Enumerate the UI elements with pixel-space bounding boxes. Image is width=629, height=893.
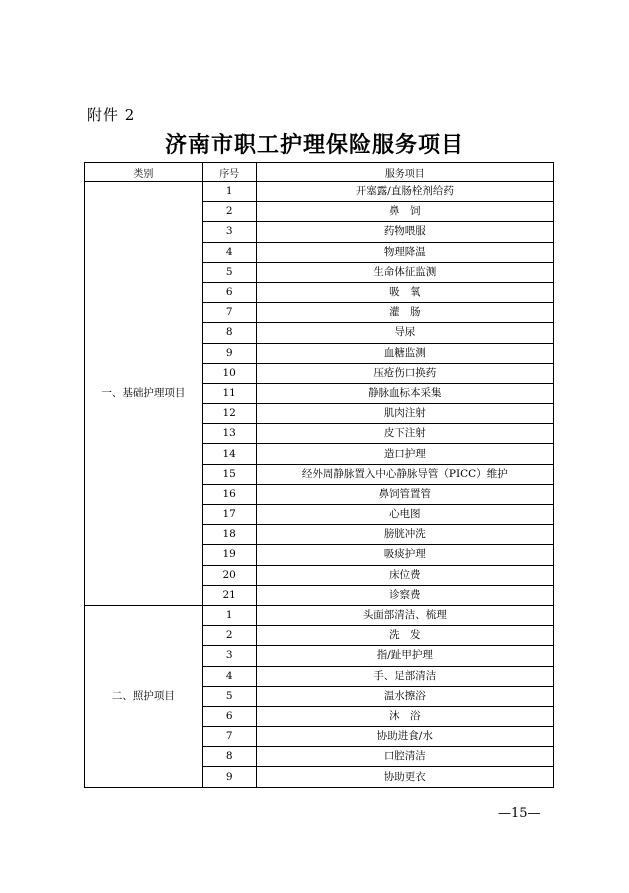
service-item-cell: 导尿 [256, 323, 553, 343]
number-cell: 4 [202, 666, 256, 686]
service-item-cell: 药物喂服 [256, 222, 553, 242]
service-item-cell: 床位费 [256, 565, 553, 585]
number-cell: 13 [202, 424, 256, 444]
service-item-cell: 温水擦浴 [256, 686, 553, 706]
number-cell: 8 [202, 323, 256, 343]
service-item-cell: 生命体征监测 [256, 262, 553, 282]
service-item-cell: 膀胱冲洗 [256, 525, 553, 545]
number-cell: 2 [202, 202, 256, 222]
service-item-cell: 吸痰护理 [256, 545, 553, 565]
number-cell: 18 [202, 525, 256, 545]
category-cell: 二、照护项目 [85, 605, 203, 787]
number-cell: 6 [202, 282, 256, 302]
category-cell: 一、基础护理项目 [85, 182, 203, 606]
table-row [85, 182, 554, 202]
number-cell: 12 [202, 404, 256, 424]
header-number: 序号 [202, 163, 256, 182]
number-cell: 6 [202, 706, 256, 726]
header-service-item: 服务项目 [256, 163, 553, 182]
number-cell: 1 [202, 605, 256, 625]
number-cell: 3 [202, 646, 256, 666]
number-cell: 3 [202, 222, 256, 242]
service-item-cell: 诊察费 [256, 585, 553, 605]
service-item-cell: 肌肉注射 [256, 404, 553, 424]
service-item-cell: 灌 肠 [256, 303, 553, 323]
attachment-label: 附件 2 [87, 106, 136, 124]
number-cell: 1 [202, 182, 256, 202]
service-item-cell: 鼻 饲 [256, 202, 553, 222]
service-item-cell: 吸 氧 [256, 282, 553, 302]
service-item-cell: 手、足部清洁 [256, 666, 553, 686]
number-cell: 21 [202, 585, 256, 605]
service-item-cell: 开塞露/直肠栓剂给药 [256, 182, 553, 202]
service-item-cell: 经外周静脉置入中心静脉导管（PICC）维护 [256, 464, 553, 484]
table-header-row [85, 163, 554, 182]
service-item-cell: 血糖监测 [256, 343, 553, 363]
number-cell: 5 [202, 686, 256, 706]
number-cell: 8 [202, 747, 256, 767]
service-item-cell: 心电图 [256, 505, 553, 525]
number-cell: 7 [202, 727, 256, 747]
number-cell: 5 [202, 262, 256, 282]
service-item-cell: 沐 浴 [256, 706, 553, 726]
table-body [85, 182, 554, 788]
service-item-cell: 协助更衣 [256, 767, 553, 787]
number-cell: 9 [202, 767, 256, 787]
service-item-cell: 口腔清洁 [256, 747, 553, 767]
number-cell: 10 [202, 363, 256, 383]
service-item-cell: 静脉血标本采集 [256, 383, 553, 403]
service-item-cell: 压疮伤口换药 [256, 363, 553, 383]
page-number: —15— [498, 806, 541, 821]
service-item-cell: 造口护理 [256, 444, 553, 464]
service-item-cell: 皮下注射 [256, 424, 553, 444]
number-cell: 4 [202, 242, 256, 262]
service-item-cell: 头面部清洁、梳理 [256, 605, 553, 625]
number-cell: 2 [202, 626, 256, 646]
header-category: 类别 [85, 163, 203, 182]
number-cell: 20 [202, 565, 256, 585]
service-item-cell: 洗 发 [256, 626, 553, 646]
number-cell: 19 [202, 545, 256, 565]
number-cell: 14 [202, 444, 256, 464]
service-item-cell: 协助进食/水 [256, 727, 553, 747]
number-cell: 11 [202, 383, 256, 403]
number-cell: 7 [202, 303, 256, 323]
service-items-table [84, 162, 554, 788]
number-cell: 15 [202, 464, 256, 484]
service-item-cell: 鼻饲管置管 [256, 484, 553, 504]
document-title: 济南市职工护理保险服务项目 [164, 132, 464, 158]
number-cell: 16 [202, 484, 256, 504]
table-row [85, 605, 554, 625]
service-item-cell: 指/趾甲护理 [256, 646, 553, 666]
service-item-cell: 物理降温 [256, 242, 553, 262]
number-cell: 9 [202, 343, 256, 363]
number-cell: 17 [202, 505, 256, 525]
